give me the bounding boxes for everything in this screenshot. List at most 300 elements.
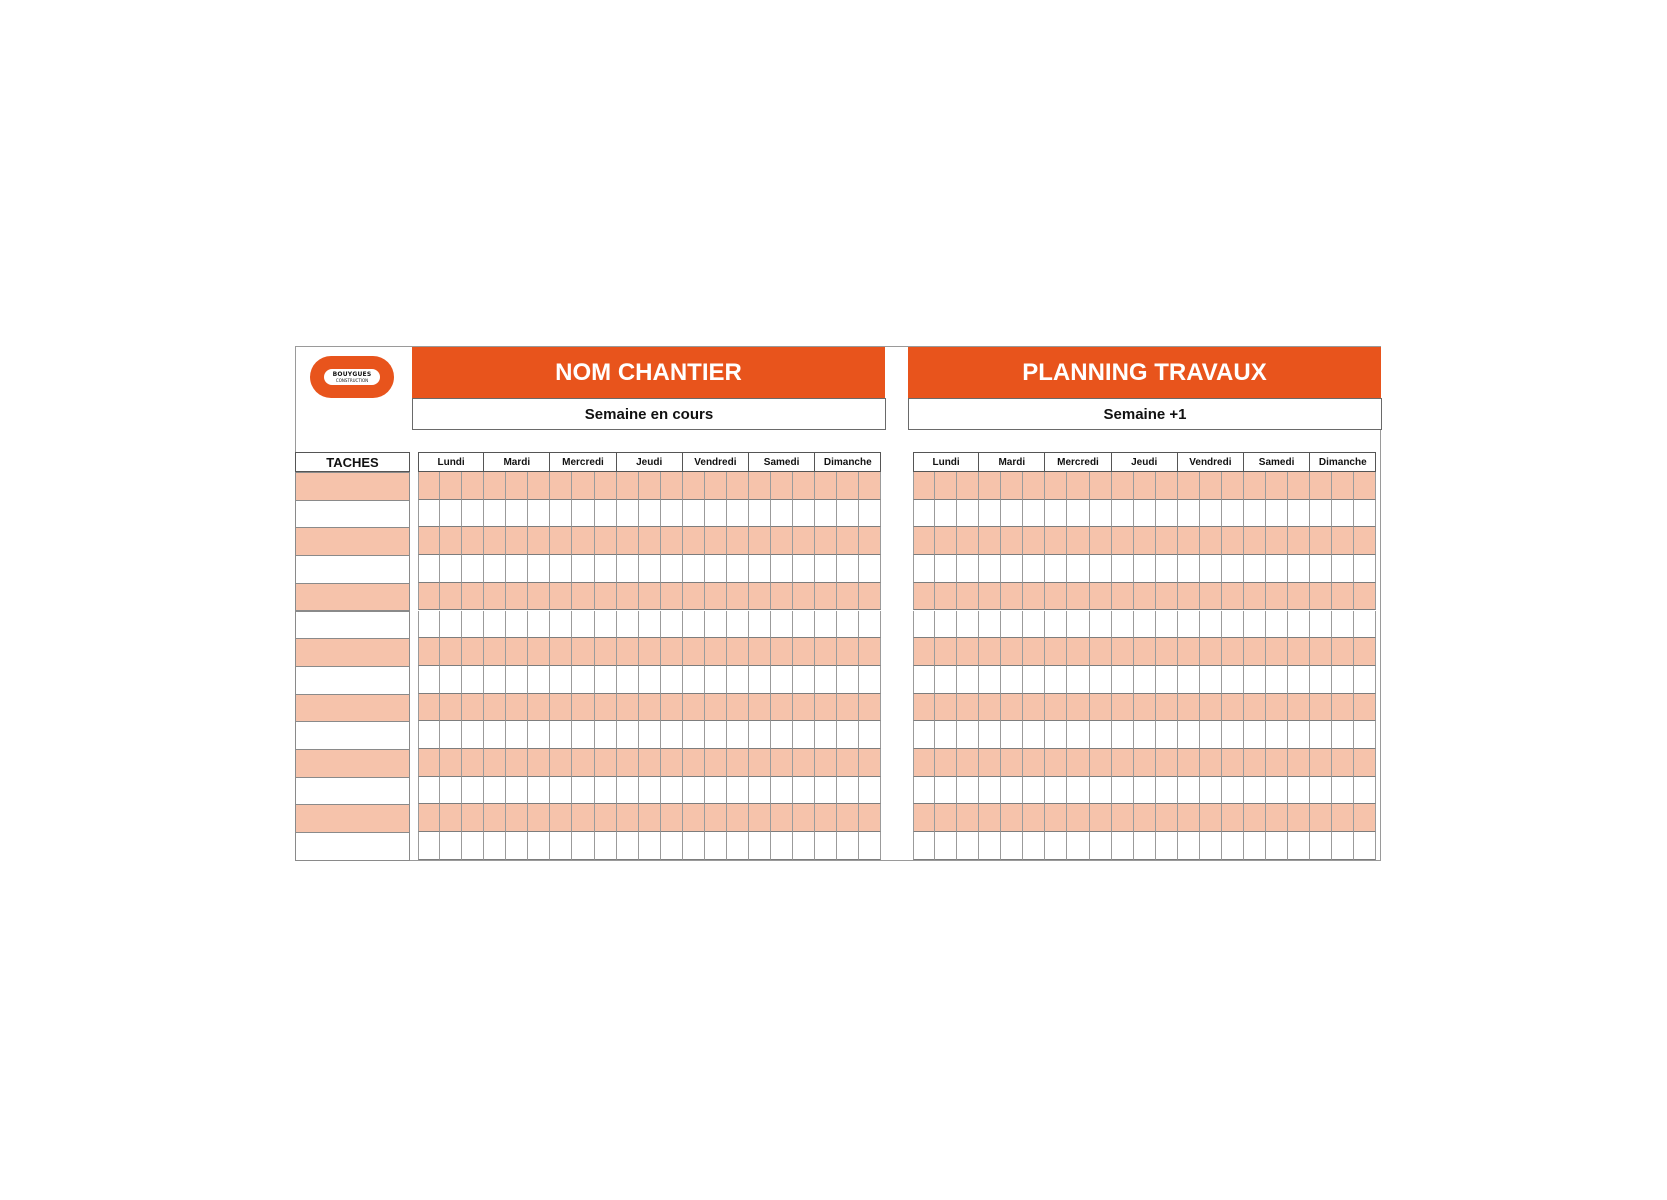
schedule-cell[interactable] — [793, 721, 815, 749]
schedule-cell[interactable] — [979, 500, 1001, 528]
schedule-cell[interactable] — [1244, 721, 1266, 749]
schedule-cell[interactable] — [1244, 694, 1266, 722]
schedule-cell[interactable] — [418, 500, 440, 528]
schedule-cell[interactable] — [1222, 638, 1244, 666]
schedule-cell[interactable] — [661, 527, 683, 555]
schedule-cell[interactable] — [1156, 721, 1178, 749]
schedule-cell[interactable] — [727, 777, 749, 805]
schedule-cell[interactable] — [1067, 694, 1089, 722]
schedule-cell[interactable] — [1023, 638, 1045, 666]
schedule-cell[interactable] — [484, 694, 506, 722]
schedule-cell[interactable] — [771, 832, 793, 860]
task-row[interactable] — [295, 777, 410, 806]
schedule-cell[interactable] — [749, 804, 771, 832]
schedule-cell[interactable] — [506, 500, 528, 528]
schedule-cell[interactable] — [1222, 500, 1244, 528]
schedule-cell[interactable] — [418, 749, 440, 777]
schedule-cell[interactable] — [1310, 472, 1332, 500]
schedule-cell[interactable] — [727, 694, 749, 722]
schedule-cell[interactable] — [859, 527, 881, 555]
schedule-cell[interactable] — [705, 777, 727, 805]
schedule-cell[interactable] — [1244, 583, 1266, 611]
schedule-cell[interactable] — [1067, 583, 1089, 611]
schedule-cell[interactable] — [1200, 777, 1222, 805]
schedule-cell[interactable] — [1222, 583, 1244, 611]
schedule-cell[interactable] — [595, 721, 617, 749]
schedule-cell[interactable] — [1156, 694, 1178, 722]
task-row[interactable] — [295, 500, 410, 529]
schedule-cell[interactable] — [418, 555, 440, 583]
schedule-cell[interactable] — [1222, 527, 1244, 555]
schedule-cell[interactable] — [979, 583, 1001, 611]
schedule-cell[interactable] — [1332, 694, 1354, 722]
schedule-cell[interactable] — [957, 694, 979, 722]
schedule-cell[interactable] — [595, 638, 617, 666]
schedule-cell[interactable] — [705, 749, 727, 777]
schedule-cell[interactable] — [1134, 611, 1156, 639]
schedule-cell[interactable] — [1090, 666, 1112, 694]
schedule-cell[interactable] — [1001, 804, 1023, 832]
schedule-cell[interactable] — [1090, 804, 1112, 832]
schedule-cell[interactable] — [418, 611, 440, 639]
schedule-cell[interactable] — [617, 472, 639, 500]
schedule-cell[interactable] — [1045, 666, 1067, 694]
schedule-cell[interactable] — [1244, 666, 1266, 694]
schedule-cell[interactable] — [1266, 777, 1288, 805]
schedule-cell[interactable] — [1067, 721, 1089, 749]
schedule-cell[interactable] — [550, 500, 572, 528]
schedule-cell[interactable] — [1156, 749, 1178, 777]
schedule-cell[interactable] — [595, 694, 617, 722]
schedule-cell[interactable] — [1156, 804, 1178, 832]
schedule-cell[interactable] — [793, 527, 815, 555]
schedule-cell[interactable] — [913, 472, 935, 500]
schedule-cell[interactable] — [705, 721, 727, 749]
schedule-cell[interactable] — [1244, 638, 1266, 666]
schedule-cell[interactable] — [572, 804, 594, 832]
schedule-cell[interactable] — [639, 749, 661, 777]
schedule-cell[interactable] — [484, 555, 506, 583]
schedule-cell[interactable] — [749, 638, 771, 666]
schedule-cell[interactable] — [913, 832, 935, 860]
schedule-cell[interactable] — [1310, 832, 1332, 860]
schedule-cell[interactable] — [1200, 832, 1222, 860]
schedule-cell[interactable] — [1200, 666, 1222, 694]
schedule-cell[interactable] — [1156, 500, 1178, 528]
schedule-cell[interactable] — [1001, 583, 1023, 611]
schedule-cell[interactable] — [506, 749, 528, 777]
schedule-cell[interactable] — [793, 832, 815, 860]
schedule-cell[interactable] — [935, 666, 957, 694]
schedule-cell[interactable] — [1178, 832, 1200, 860]
schedule-cell[interactable] — [859, 611, 881, 639]
schedule-cell[interactable] — [1045, 749, 1067, 777]
schedule-cell[interactable] — [1156, 611, 1178, 639]
schedule-cell[interactable] — [979, 804, 1001, 832]
schedule-cell[interactable] — [837, 500, 859, 528]
schedule-cell[interactable] — [484, 500, 506, 528]
schedule-cell[interactable] — [935, 804, 957, 832]
schedule-cell[interactable] — [683, 666, 705, 694]
schedule-cell[interactable] — [1023, 832, 1045, 860]
schedule-cell[interactable] — [771, 500, 793, 528]
schedule-cell[interactable] — [1156, 583, 1178, 611]
schedule-cell[interactable] — [683, 555, 705, 583]
schedule-cell[interactable] — [661, 694, 683, 722]
schedule-cell[interactable] — [1178, 666, 1200, 694]
schedule-cell[interactable] — [815, 666, 837, 694]
schedule-cell[interactable] — [1310, 777, 1332, 805]
schedule-cell[interactable] — [639, 555, 661, 583]
schedule-cell[interactable] — [1266, 721, 1288, 749]
schedule-cell[interactable] — [1090, 583, 1112, 611]
schedule-cell[interactable] — [683, 721, 705, 749]
schedule-cell[interactable] — [705, 694, 727, 722]
schedule-cell[interactable] — [418, 472, 440, 500]
schedule-cell[interactable] — [1156, 638, 1178, 666]
schedule-cell[interactable] — [1001, 694, 1023, 722]
schedule-cell[interactable] — [683, 804, 705, 832]
schedule-cell[interactable] — [528, 611, 550, 639]
schedule-cell[interactable] — [815, 749, 837, 777]
schedule-cell[interactable] — [617, 832, 639, 860]
schedule-cell[interactable] — [935, 527, 957, 555]
schedule-cell[interactable] — [1354, 721, 1376, 749]
schedule-cell[interactable] — [749, 611, 771, 639]
schedule-cell[interactable] — [1200, 721, 1222, 749]
schedule-cell[interactable] — [705, 666, 727, 694]
schedule-cell[interactable] — [1090, 694, 1112, 722]
schedule-cell[interactable] — [1200, 583, 1222, 611]
schedule-cell[interactable] — [1090, 555, 1112, 583]
schedule-cell[interactable] — [1244, 555, 1266, 583]
schedule-cell[interactable] — [528, 583, 550, 611]
schedule-cell[interactable] — [550, 721, 572, 749]
schedule-cell[interactable] — [418, 638, 440, 666]
schedule-cell[interactable] — [1178, 555, 1200, 583]
schedule-cell[interactable] — [1023, 721, 1045, 749]
schedule-cell[interactable] — [617, 555, 639, 583]
schedule-cell[interactable] — [440, 611, 462, 639]
schedule-cell[interactable] — [727, 500, 749, 528]
schedule-cell[interactable] — [1310, 611, 1332, 639]
schedule-cell[interactable] — [1112, 472, 1134, 500]
schedule-cell[interactable] — [639, 777, 661, 805]
schedule-cell[interactable] — [1045, 804, 1067, 832]
schedule-cell[interactable] — [979, 472, 1001, 500]
schedule-cell[interactable] — [572, 721, 594, 749]
schedule-cell[interactable] — [1244, 527, 1266, 555]
schedule-cell[interactable] — [727, 666, 749, 694]
schedule-cell[interactable] — [1266, 832, 1288, 860]
schedule-cell[interactable] — [837, 694, 859, 722]
schedule-cell[interactable] — [484, 749, 506, 777]
schedule-cell[interactable] — [771, 611, 793, 639]
schedule-cell[interactable] — [1354, 527, 1376, 555]
schedule-cell[interactable] — [1067, 500, 1089, 528]
schedule-cell[interactable] — [771, 749, 793, 777]
schedule-cell[interactable] — [595, 611, 617, 639]
schedule-cell[interactable] — [1001, 832, 1023, 860]
schedule-cell[interactable] — [793, 611, 815, 639]
schedule-cell[interactable] — [913, 527, 935, 555]
schedule-cell[interactable] — [1045, 500, 1067, 528]
schedule-cell[interactable] — [462, 721, 484, 749]
schedule-cell[interactable] — [1178, 583, 1200, 611]
schedule-cell[interactable] — [1178, 527, 1200, 555]
schedule-cell[interactable] — [837, 611, 859, 639]
schedule-cell[interactable] — [462, 638, 484, 666]
schedule-cell[interactable] — [837, 472, 859, 500]
schedule-cell[interactable] — [595, 583, 617, 611]
schedule-cell[interactable] — [727, 832, 749, 860]
schedule-cell[interactable] — [639, 527, 661, 555]
schedule-cell[interactable] — [572, 500, 594, 528]
schedule-cell[interactable] — [661, 583, 683, 611]
schedule-cell[interactable] — [528, 832, 550, 860]
schedule-cell[interactable] — [1266, 749, 1288, 777]
schedule-cell[interactable] — [617, 777, 639, 805]
schedule-cell[interactable] — [705, 472, 727, 500]
schedule-cell[interactable] — [1288, 638, 1310, 666]
schedule-cell[interactable] — [913, 666, 935, 694]
schedule-cell[interactable] — [550, 527, 572, 555]
schedule-cell[interactable] — [639, 583, 661, 611]
schedule-cell[interactable] — [1045, 555, 1067, 583]
schedule-cell[interactable] — [528, 472, 550, 500]
schedule-cell[interactable] — [506, 611, 528, 639]
schedule-cell[interactable] — [1288, 500, 1310, 528]
schedule-cell[interactable] — [1266, 555, 1288, 583]
schedule-cell[interactable] — [913, 777, 935, 805]
schedule-cell[interactable] — [1222, 666, 1244, 694]
schedule-cell[interactable] — [1001, 611, 1023, 639]
schedule-cell[interactable] — [639, 638, 661, 666]
schedule-cell[interactable] — [1354, 666, 1376, 694]
schedule-cell[interactable] — [661, 721, 683, 749]
schedule-cell[interactable] — [1112, 721, 1134, 749]
schedule-cell[interactable] — [595, 804, 617, 832]
schedule-cell[interactable] — [1067, 638, 1089, 666]
schedule-cell[interactable] — [1332, 638, 1354, 666]
schedule-cell[interactable] — [506, 666, 528, 694]
schedule-cell[interactable] — [1112, 694, 1134, 722]
schedule-cell[interactable] — [1023, 749, 1045, 777]
schedule-cell[interactable] — [837, 832, 859, 860]
schedule-cell[interactable] — [727, 472, 749, 500]
schedule-cell[interactable] — [661, 749, 683, 777]
schedule-cell[interactable] — [1332, 500, 1354, 528]
schedule-cell[interactable] — [639, 611, 661, 639]
schedule-cell[interactable] — [705, 638, 727, 666]
schedule-cell[interactable] — [661, 555, 683, 583]
schedule-cell[interactable] — [550, 777, 572, 805]
schedule-cell[interactable] — [1200, 527, 1222, 555]
schedule-cell[interactable] — [859, 500, 881, 528]
schedule-cell[interactable] — [1134, 500, 1156, 528]
schedule-cell[interactable] — [595, 555, 617, 583]
schedule-cell[interactable] — [935, 611, 957, 639]
schedule-cell[interactable] — [1067, 832, 1089, 860]
schedule-cell[interactable] — [771, 583, 793, 611]
schedule-cell[interactable] — [550, 472, 572, 500]
schedule-cell[interactable] — [771, 638, 793, 666]
schedule-cell[interactable] — [617, 611, 639, 639]
schedule-cell[interactable] — [1090, 777, 1112, 805]
schedule-cell[interactable] — [462, 527, 484, 555]
schedule-cell[interactable] — [793, 500, 815, 528]
schedule-cell[interactable] — [1045, 777, 1067, 805]
schedule-cell[interactable] — [683, 500, 705, 528]
schedule-cell[interactable] — [528, 500, 550, 528]
schedule-cell[interactable] — [462, 555, 484, 583]
schedule-cell[interactable] — [1200, 804, 1222, 832]
schedule-cell[interactable] — [771, 804, 793, 832]
schedule-cell[interactable] — [1332, 527, 1354, 555]
schedule-cell[interactable] — [528, 804, 550, 832]
schedule-cell[interactable] — [1288, 804, 1310, 832]
schedule-cell[interactable] — [1045, 638, 1067, 666]
schedule-cell[interactable] — [957, 472, 979, 500]
schedule-cell[interactable] — [1310, 555, 1332, 583]
schedule-cell[interactable] — [661, 666, 683, 694]
schedule-cell[interactable] — [859, 749, 881, 777]
schedule-cell[interactable] — [1310, 749, 1332, 777]
schedule-cell[interactable] — [1288, 777, 1310, 805]
schedule-cell[interactable] — [1156, 527, 1178, 555]
schedule-cell[interactable] — [957, 832, 979, 860]
schedule-cell[interactable] — [572, 666, 594, 694]
schedule-cell[interactable] — [1112, 804, 1134, 832]
schedule-cell[interactable] — [484, 527, 506, 555]
schedule-cell[interactable] — [1001, 500, 1023, 528]
schedule-cell[interactable] — [705, 527, 727, 555]
schedule-cell[interactable] — [639, 666, 661, 694]
schedule-cell[interactable] — [979, 555, 1001, 583]
schedule-cell[interactable] — [572, 694, 594, 722]
schedule-cell[interactable] — [661, 472, 683, 500]
schedule-cell[interactable] — [1354, 832, 1376, 860]
schedule-cell[interactable] — [815, 638, 837, 666]
schedule-cell[interactable] — [815, 694, 837, 722]
schedule-cell[interactable] — [957, 555, 979, 583]
schedule-cell[interactable] — [1310, 583, 1332, 611]
schedule-cell[interactable] — [1200, 694, 1222, 722]
schedule-cell[interactable] — [1222, 832, 1244, 860]
task-row[interactable] — [295, 694, 410, 723]
schedule-cell[interactable] — [1310, 694, 1332, 722]
schedule-cell[interactable] — [1112, 638, 1134, 666]
schedule-cell[interactable] — [1001, 666, 1023, 694]
schedule-cell[interactable] — [1090, 472, 1112, 500]
schedule-cell[interactable] — [1045, 527, 1067, 555]
schedule-cell[interactable] — [1222, 804, 1244, 832]
schedule-cell[interactable] — [749, 777, 771, 805]
schedule-cell[interactable] — [859, 555, 881, 583]
schedule-cell[interactable] — [617, 694, 639, 722]
schedule-cell[interactable] — [550, 694, 572, 722]
schedule-cell[interactable] — [1134, 721, 1156, 749]
schedule-cell[interactable] — [815, 832, 837, 860]
schedule-cell[interactable] — [1178, 638, 1200, 666]
schedule-cell[interactable] — [550, 666, 572, 694]
schedule-cell[interactable] — [979, 777, 1001, 805]
schedule-cell[interactable] — [859, 804, 881, 832]
schedule-cell[interactable] — [815, 583, 837, 611]
schedule-cell[interactable] — [683, 472, 705, 500]
schedule-cell[interactable] — [793, 804, 815, 832]
schedule-cell[interactable] — [1288, 832, 1310, 860]
schedule-cell[interactable] — [727, 583, 749, 611]
schedule-cell[interactable] — [913, 721, 935, 749]
schedule-cell[interactable] — [727, 749, 749, 777]
schedule-cell[interactable] — [683, 527, 705, 555]
schedule-cell[interactable] — [793, 638, 815, 666]
schedule-cell[interactable] — [1266, 500, 1288, 528]
task-row[interactable] — [295, 749, 410, 778]
schedule-cell[interactable] — [484, 583, 506, 611]
task-row[interactable] — [295, 583, 410, 612]
schedule-cell[interactable] — [683, 749, 705, 777]
schedule-cell[interactable] — [913, 611, 935, 639]
schedule-cell[interactable] — [683, 583, 705, 611]
schedule-cell[interactable] — [1134, 527, 1156, 555]
schedule-cell[interactable] — [935, 749, 957, 777]
schedule-cell[interactable] — [815, 804, 837, 832]
schedule-cell[interactable] — [1178, 804, 1200, 832]
schedule-cell[interactable] — [1067, 527, 1089, 555]
schedule-cell[interactable] — [1332, 832, 1354, 860]
schedule-cell[interactable] — [1112, 527, 1134, 555]
schedule-cell[interactable] — [484, 638, 506, 666]
schedule-cell[interactable] — [595, 666, 617, 694]
schedule-cell[interactable] — [979, 832, 1001, 860]
schedule-cell[interactable] — [749, 555, 771, 583]
schedule-cell[interactable] — [1023, 555, 1045, 583]
schedule-cell[interactable] — [913, 694, 935, 722]
schedule-cell[interactable] — [1134, 638, 1156, 666]
schedule-cell[interactable] — [837, 749, 859, 777]
schedule-cell[interactable] — [913, 749, 935, 777]
schedule-cell[interactable] — [506, 694, 528, 722]
schedule-cell[interactable] — [705, 832, 727, 860]
schedule-cell[interactable] — [1222, 472, 1244, 500]
schedule-cell[interactable] — [749, 527, 771, 555]
schedule-cell[interactable] — [793, 583, 815, 611]
schedule-cell[interactable] — [484, 666, 506, 694]
schedule-cell[interactable] — [683, 832, 705, 860]
schedule-cell[interactable] — [1200, 500, 1222, 528]
schedule-cell[interactable] — [1200, 555, 1222, 583]
schedule-cell[interactable] — [1244, 611, 1266, 639]
schedule-cell[interactable] — [484, 611, 506, 639]
schedule-cell[interactable] — [771, 777, 793, 805]
schedule-cell[interactable] — [418, 666, 440, 694]
schedule-cell[interactable] — [1310, 666, 1332, 694]
schedule-cell[interactable] — [935, 777, 957, 805]
schedule-cell[interactable] — [1156, 832, 1178, 860]
schedule-cell[interactable] — [462, 832, 484, 860]
schedule-cell[interactable] — [462, 583, 484, 611]
schedule-cell[interactable] — [749, 721, 771, 749]
schedule-cell[interactable] — [550, 611, 572, 639]
schedule-cell[interactable] — [935, 638, 957, 666]
schedule-cell[interactable] — [913, 638, 935, 666]
schedule-cell[interactable] — [528, 555, 550, 583]
schedule-cell[interactable] — [462, 694, 484, 722]
schedule-cell[interactable] — [1134, 666, 1156, 694]
schedule-cell[interactable] — [572, 583, 594, 611]
